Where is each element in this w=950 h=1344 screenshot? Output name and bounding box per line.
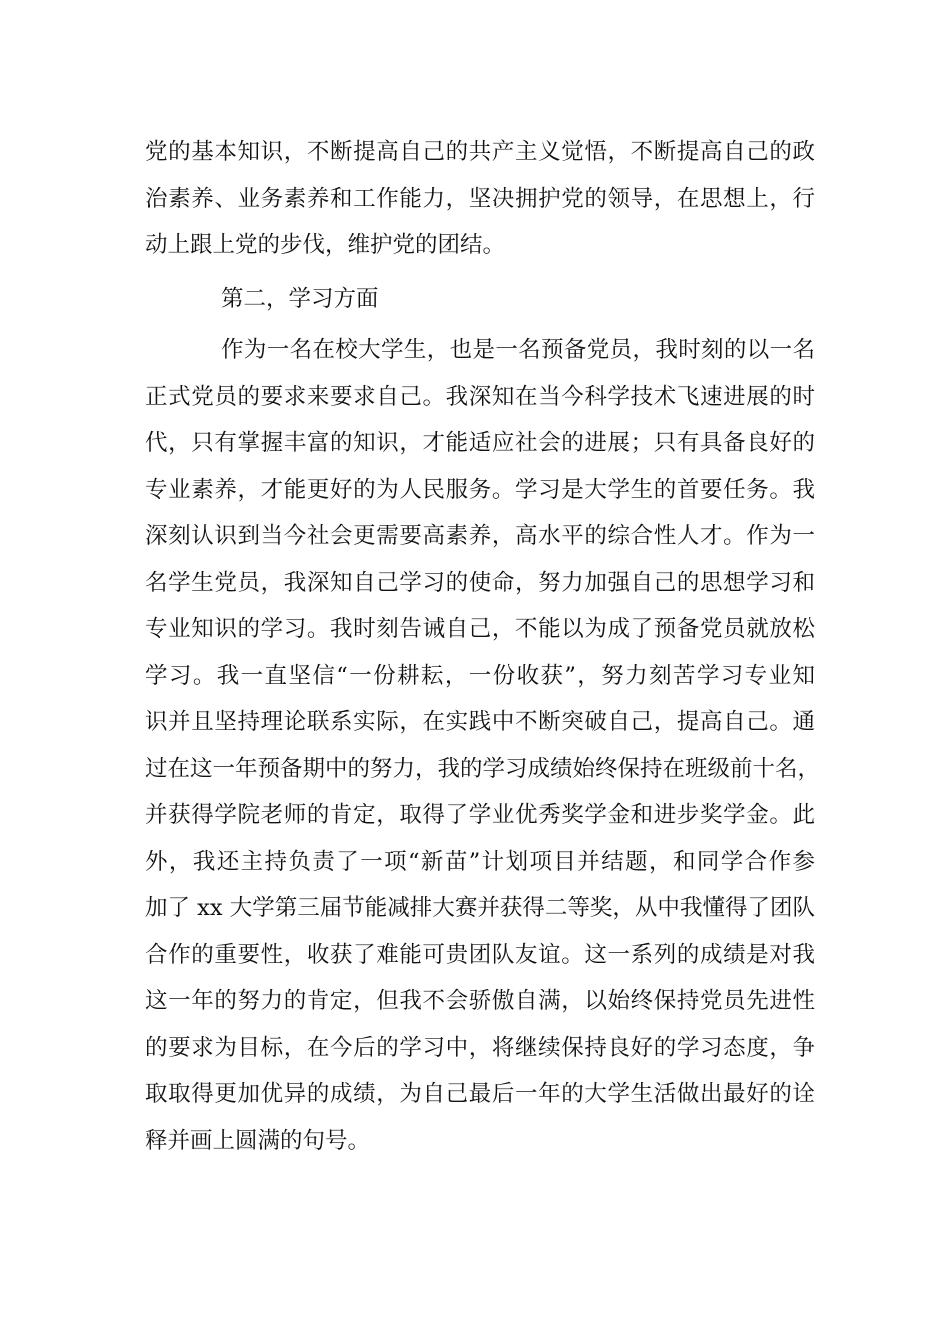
text-line: 深刻认识到当今社会更需要高素养，高水平的综合性人才。作为一 (145, 523, 815, 549)
text-line: 外，我还主持负责了一项“新苗”计划项目并结题，和同学合作参 (145, 848, 815, 875)
text-line: 名学生党员，我深知自己学习的使命，努力加强自己的思想学习和 (145, 569, 815, 596)
text-line: 党的基本知识，不断提高自己的共产主义觉悟，不断提高自己的政 (145, 139, 815, 165)
section-heading: 第二，学习方面 (221, 286, 379, 312)
text-line: 加了 xx 大学第三届节能减排大赛并获得二等奖，从中我懂得了团队 (145, 895, 815, 921)
text-line: 释并画上圆满的句号。 (145, 1127, 371, 1154)
text-line: 作为一名在校大学生，也是一名预备党员，我时刻的以一名 (221, 337, 815, 363)
text-line: 识并且坚持理论联系实际，在实践中不断突破自己，提高自己。通 (145, 709, 815, 735)
text-line: 学习。我一直坚信“一份耕耘，一份收获”，努力刻苦学习专业知 (145, 662, 815, 689)
text-line: 专业知识的学习。我时刻告诫自己，不能以为成了预备党员就放松 (145, 616, 815, 642)
text-line: 合作的重要性，收获了难能可贵团队友谊。这一系列的成绩是对我 (145, 941, 815, 968)
text-line: 的要求为目标，在今后的学习中，将继续保持良好的学习态度，争 (145, 1034, 815, 1061)
text-line: 并获得学院老师的肯定，取得了学业优秀奖学金和进步奖学金。此 (145, 802, 815, 828)
text-line: 过在这一年预备期中的努力，我的学习成绩始终保持在班级前十名， (145, 755, 821, 782)
text-line: 代，只有掌握丰富的知识，才能适应社会的进展；只有具备良好的 (145, 430, 815, 456)
text-line: 取取得更加优异的成绩，为自己最后一年的大学生活做出最好的诠 (145, 1081, 815, 1107)
paragraph-study (145, 327, 821, 1164)
paragraph-continued (145, 129, 815, 269)
text-line: 治素养、业务素养和工作能力，坚决拥护党的领导，在思想上，行 (145, 185, 815, 212)
text-line: 动上跟上党的步伐，维护党的团结。 (145, 232, 506, 258)
text-line: 专业素养，才能更好的为人民服务。学习是大学生的首要任务。我 (145, 476, 815, 503)
text-line: 正式党员的要求来要求自己。我深知在当今科学技术飞速进展的时 (145, 383, 815, 410)
text-line: 这一年的努力的肯定，但我不会骄傲自满，以始终保持党员先进性 (145, 988, 815, 1014)
section-heading-block (145, 276, 815, 323)
